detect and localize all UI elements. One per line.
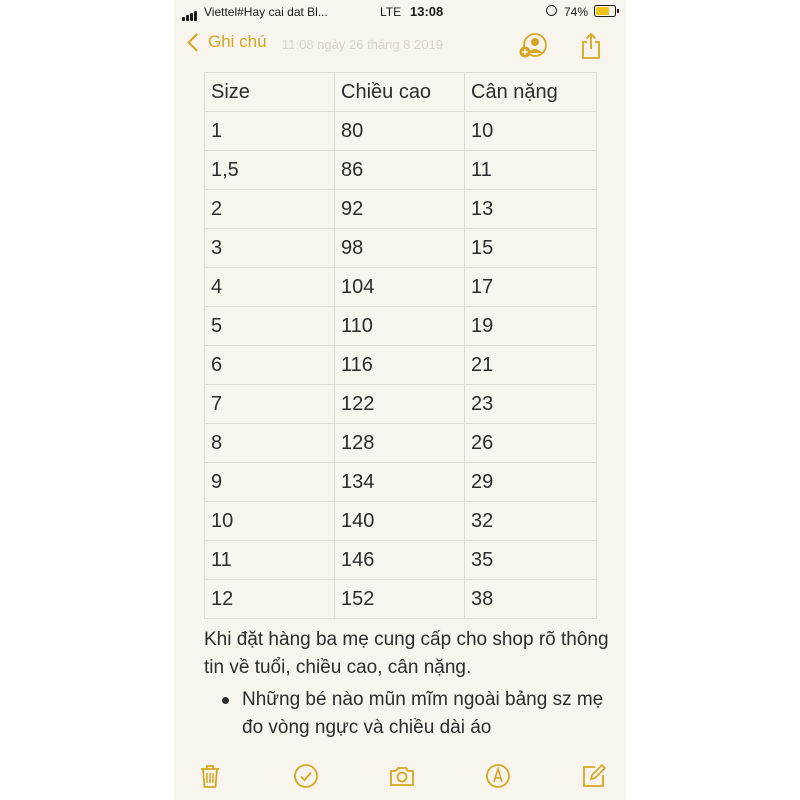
battery-nub	[617, 9, 619, 13]
cell-height[interactable]: 134	[335, 463, 465, 502]
trash-icon	[196, 762, 224, 790]
table-header-row	[205, 73, 597, 112]
cell-size[interactable]: 10	[205, 502, 335, 541]
battery-fill	[596, 7, 609, 15]
cell-size[interactable]: 1	[205, 112, 335, 151]
table-row	[205, 463, 597, 502]
cell-weight[interactable]: 38	[465, 580, 597, 619]
cell-weight[interactable]: 23	[465, 385, 597, 424]
table-row	[205, 151, 597, 190]
cell-weight[interactable]: 29	[465, 463, 597, 502]
share-icon	[580, 32, 602, 60]
bullet-dot	[222, 697, 229, 704]
note-bullet-item[interactable]	[222, 686, 622, 742]
table-row	[205, 307, 597, 346]
cell-height[interactable]: 116	[335, 346, 465, 385]
add-person-button[interactable]	[518, 32, 548, 60]
header-size[interactable]: Size	[205, 73, 335, 112]
checklist-button[interactable]	[292, 762, 320, 790]
share-button[interactable]	[580, 32, 602, 60]
compose-button[interactable]	[580, 762, 608, 790]
cell-weight[interactable]: 11	[465, 151, 597, 190]
cell-size[interactable]: 3	[205, 229, 335, 268]
signal-strength-icon	[182, 7, 198, 21]
markup-button[interactable]	[484, 762, 512, 790]
table-row	[205, 346, 597, 385]
cell-weight[interactable]: 32	[465, 502, 597, 541]
note-paragraph[interactable]: Khi đặt hàng ba mẹ cung cấp cho shop rõ thông tin về tuổi, chiều cao, cân nặng.	[204, 629, 609, 678]
nav-bar	[174, 28, 626, 64]
cell-height[interactable]: 110	[335, 307, 465, 346]
network-type: LTE	[380, 5, 402, 19]
cell-height[interactable]: 104	[335, 268, 465, 307]
markup-icon	[484, 762, 512, 790]
add-person-icon	[518, 32, 548, 60]
cell-height[interactable]: 152	[335, 580, 465, 619]
camera-button[interactable]	[388, 762, 416, 790]
cell-weight[interactable]: 17	[465, 268, 597, 307]
cell-size[interactable]: 5	[205, 307, 335, 346]
table-row	[205, 502, 597, 541]
cell-weight[interactable]: 15	[465, 229, 597, 268]
cell-size[interactable]: 7	[205, 385, 335, 424]
table-row	[205, 580, 597, 619]
status-bar	[174, 0, 626, 24]
table-row	[205, 541, 597, 580]
table-row	[205, 229, 597, 268]
back-button[interactable]	[186, 32, 267, 52]
orientation-lock-icon	[546, 5, 557, 16]
back-label: Ghi chú	[208, 32, 267, 51]
table-row	[205, 268, 597, 307]
cell-size[interactable]: 11	[205, 541, 335, 580]
cell-weight[interactable]: 19	[465, 307, 597, 346]
cell-height[interactable]: 128	[335, 424, 465, 463]
table-row	[205, 112, 597, 151]
table-row	[205, 190, 597, 229]
cell-height[interactable]: 140	[335, 502, 465, 541]
camera-icon	[388, 762, 416, 790]
cell-weight[interactable]: 26	[465, 424, 597, 463]
note-date-subtitle: 11:08 ngày 26 tháng 8 2019	[282, 37, 443, 52]
cell-size[interactable]: 12	[205, 580, 335, 619]
cell-weight[interactable]: 35	[465, 541, 597, 580]
cell-size[interactable]: 4	[205, 268, 335, 307]
cell-size[interactable]: 1,5	[205, 151, 335, 190]
cell-height[interactable]: 86	[335, 151, 465, 190]
cell-size[interactable]: 8	[205, 424, 335, 463]
delete-button[interactable]	[196, 762, 224, 790]
table-row	[205, 385, 597, 424]
status-time: 13:08	[410, 4, 444, 19]
header-height[interactable]: Chiều cao	[335, 73, 465, 112]
header-weight[interactable]: Cân nặng	[465, 73, 597, 112]
bullet-text: Những bé nào mũn mĩm ngoài bảng sz mẹ đo vòng ngực và chiều dài áo	[242, 689, 604, 738]
notes-app-screen	[174, 0, 626, 800]
cell-weight[interactable]: 10	[465, 112, 597, 151]
cell-size[interactable]: 6	[205, 346, 335, 385]
chevron-left-icon	[187, 33, 205, 51]
battery-icon	[594, 5, 616, 17]
cell-weight[interactable]: 21	[465, 346, 597, 385]
cell-height[interactable]: 122	[335, 385, 465, 424]
table-row	[205, 424, 597, 463]
size-table	[204, 72, 597, 619]
checklist-icon	[292, 762, 320, 790]
cell-size[interactable]: 2	[205, 190, 335, 229]
cell-height[interactable]: 80	[335, 112, 465, 151]
bottom-toolbar	[174, 758, 626, 798]
cell-weight[interactable]: 13	[465, 190, 597, 229]
battery-percent: 74%	[564, 5, 589, 19]
cell-height[interactable]: 98	[335, 229, 465, 268]
cell-size[interactable]: 9	[205, 463, 335, 502]
carrier-name: Viettel#Hay cai dat Bl...	[204, 5, 328, 19]
compose-icon	[580, 762, 608, 790]
cell-height[interactable]: 146	[335, 541, 465, 580]
cell-height[interactable]: 92	[335, 190, 465, 229]
